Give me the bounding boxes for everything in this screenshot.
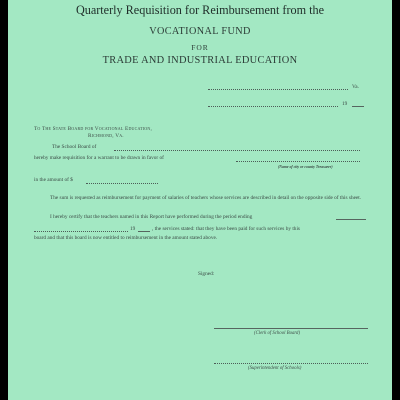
school-board-field[interactable] [114, 150, 360, 151]
period-ending-field[interactable] [336, 219, 366, 220]
certify-rest: , the services stated: that they have been paid for such services by this [152, 226, 300, 232]
period-date-field[interactable] [34, 231, 128, 232]
payee-note: (Name of city or county Treasurer) [278, 165, 333, 169]
date-field[interactable] [208, 106, 338, 107]
fund-name: VOCATIONAL FUND [149, 26, 251, 37]
school-board-label: The School Board of [52, 144, 97, 150]
date-year-field[interactable] [352, 106, 364, 107]
date-suffix: 19 [342, 101, 348, 107]
place-suffix: Va. [352, 84, 359, 90]
program-name: TRADE AND INDUSTRIAL EDUCATION [102, 55, 298, 66]
reimbursement-paragraph: The sum is requested as reimbursement for payment of salaries of teachers whose services are described in detail on the opposite side of this sheet. [50, 195, 362, 201]
amount-label: in the amount of $ [34, 177, 73, 183]
superintendent-signature-field[interactable] [214, 363, 368, 364]
certify-intro: I hereby certify that the teachers named in this Report have performed during the period ending [50, 214, 253, 220]
clerk-signature-field[interactable] [214, 328, 368, 329]
signed-label: Signed: [198, 271, 215, 277]
payee-field[interactable] [236, 161, 360, 162]
form-title: Quarterly Requisition for Reimbursement from the [75, 3, 325, 17]
requisition-text: hereby make requisition for a warrant to be drawn in favor of [34, 155, 164, 161]
certify-year-field[interactable] [138, 231, 150, 232]
clerk-caption: (Clerk of School Board) [254, 331, 301, 336]
certify-year: 19 [130, 226, 136, 232]
place-field[interactable] [208, 89, 348, 90]
superintendent-caption: (Superintendent of Schools) [248, 366, 302, 371]
amount-field[interactable] [86, 183, 158, 184]
addressee-line1: To The State Board for Vocational Education, [34, 126, 153, 132]
for-word: FOR [191, 43, 209, 52]
addressee-line2: Richmond, Va. [88, 133, 124, 139]
requisition-form [8, 0, 392, 400]
certify-last: board and that this board is now entitled to reimbursement in the amount stated above. [34, 235, 218, 241]
